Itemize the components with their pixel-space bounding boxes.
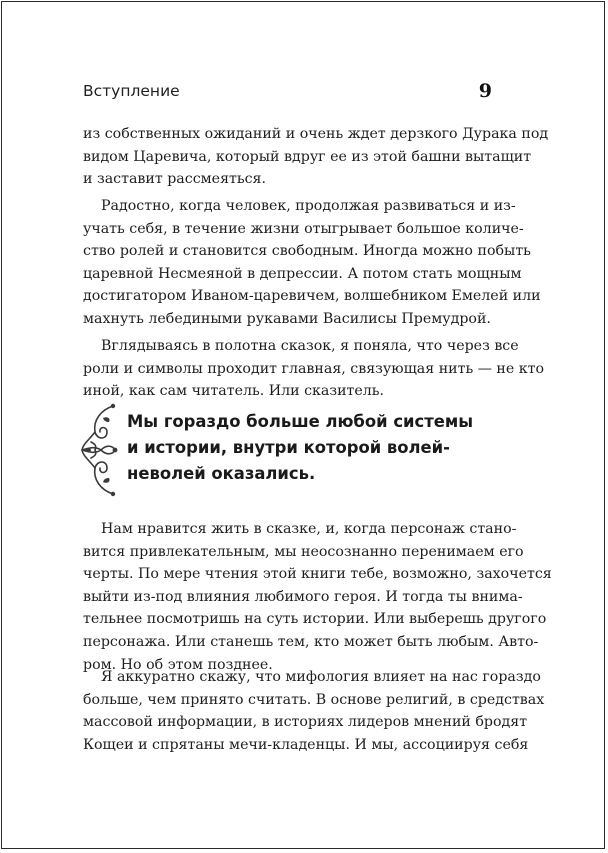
text-line: роли и символы проходит главная, связующая нить — не кто [83, 360, 545, 377]
text-line: иной, как сам читатель. Или сказитель. [83, 383, 385, 400]
text-line: черты. По мере чтения этой книги тебе, возможно, захочется [83, 566, 552, 583]
text-line: Нам нравится жить в сказке, и, когда персонаж стано- [101, 521, 517, 537]
running-head [83, 80, 492, 104]
paragraph-mythology [83, 666, 545, 756]
text-line: ром. Но об этом позднее. [83, 656, 273, 673]
text-line: ство ролей и становится свободным. Иногда можно побыть [83, 243, 531, 260]
text-line: тельнее посмотришь на суть истории. Или выберешь другого [83, 611, 547, 628]
pull-quote [79, 400, 499, 506]
page-number: 9 [478, 80, 492, 102]
text-line: из собственных ожиданий и очень ждет дерзкого Дурака под [83, 126, 549, 142]
floral-ornament-icon [79, 402, 119, 498]
paragraph-roles [83, 195, 541, 331]
text-line: Я аккуратно скажу, что мифология влияет на нас гораздо [101, 669, 541, 685]
text-line: выйти из-под влияния любимого героя. И тогда ты внима- [83, 588, 523, 605]
text-line: и заставит рассмеяться. [83, 171, 267, 188]
text-line: Кощеи и спрятаны мечи-кладенцы. И мы, ассоциируя себя [83, 736, 529, 753]
quote-line: неволей оказались. [127, 464, 316, 483]
text-line: видом Царевича, который вдруг ее из этой башни вытащит [83, 148, 532, 165]
text-line: царевной Несмеяной в депрессии. А потом стать мощным [83, 265, 522, 282]
pull-quote-text [127, 409, 497, 487]
text-line: достигатором Иваном-царевичем, волшебником Емелей или [83, 288, 541, 305]
paragraph-continuation [83, 123, 549, 191]
text-line: персонажа. Или станешь тем, кто может быть любым. Авто- [83, 633, 539, 650]
text-line: учать себя, в течение жизни отыгрывает большое количе- [83, 220, 524, 237]
quote-line: и истории, внутри которой волей- [127, 438, 450, 457]
text-line: вится привлекательным, мы неосознанно перенимаем его [83, 543, 524, 560]
quote-line: Мы гораздо больше любой системы [127, 412, 474, 431]
text-line: массовой информации, в историях лидеров мнений бродят [83, 714, 528, 731]
text-line: Вглядываясь в полотна сказок, я поняла, что через все [101, 338, 519, 354]
text-line: Радостно, когда человек, продолжая развиваться и из- [101, 198, 516, 214]
section-title: Вступление [83, 82, 180, 100]
text-line: махнуть лебедиными рукавами Василисы Премудрой. [83, 310, 491, 327]
paragraph-reader [83, 335, 545, 403]
text-line: больше, чем принято считать. В основе религий, в средствах [83, 691, 545, 708]
book-page [1, 1, 605, 849]
paragraph-fairytale [83, 518, 552, 676]
